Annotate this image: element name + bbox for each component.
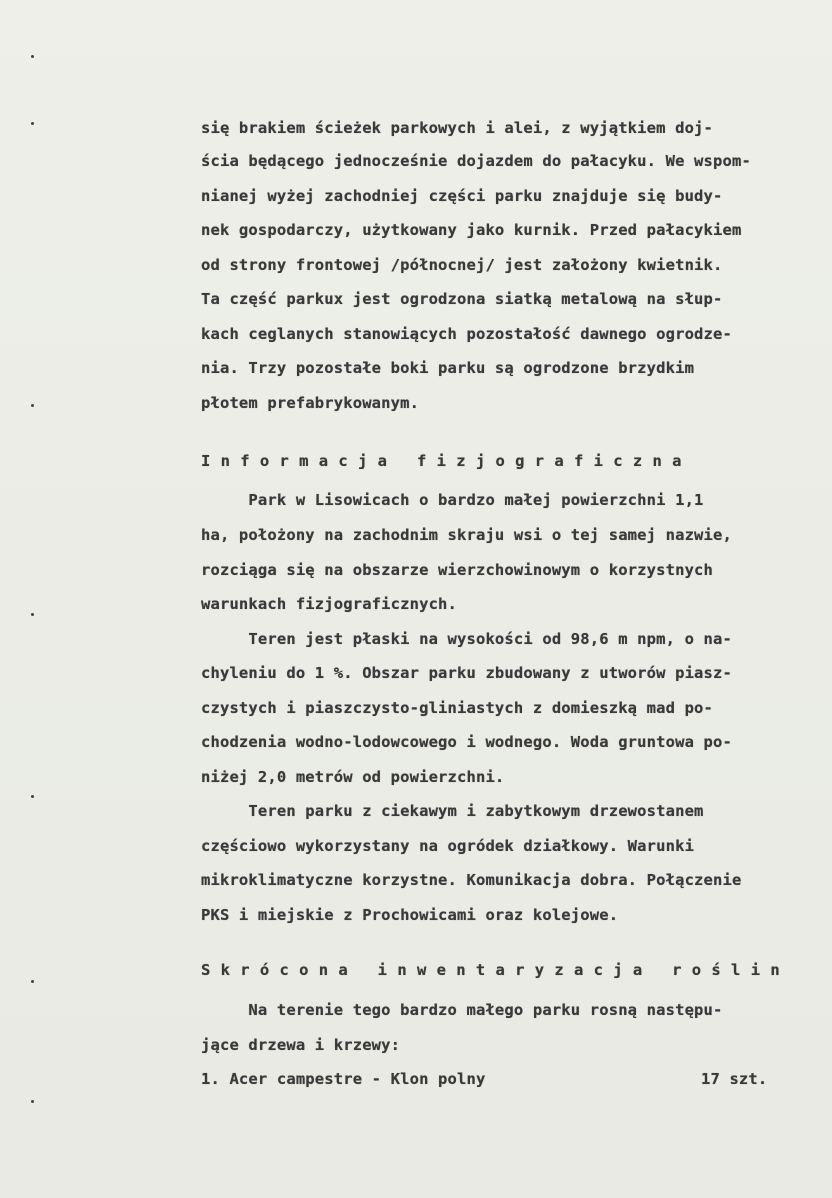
text-line: się brakiem ścieżek parkowych i alei, z wyjątkiem doj-: [201, 119, 714, 137]
text-line: jące drzewa i krzewy:: [201, 1036, 401, 1054]
text-line: PKS i miejskie z Prochowicami oraz kolejowe.: [201, 906, 619, 924]
text-line: nia. Trzy pozostałe boki parku są ogrodzone brzydkim: [201, 359, 695, 377]
text-line: ścia będącego jednocześnie dojazdem do pałacyku. We wspom-: [201, 152, 751, 170]
margin-mark: [31, 122, 34, 125]
text-line: nianej wyżej zachodniej części parku znajduje się budy-: [201, 187, 723, 205]
list-item-label: 1. Acer campestre - Klon polny: [201, 1070, 486, 1088]
section-heading: Informacja fizjograficzna: [201, 452, 692, 470]
text-line: rozciąga się na obszarze wierzchowinowym o korzystnych: [201, 561, 714, 579]
text-line: od strony frontowej /północnej/ jest założony kwietnik.: [201, 256, 723, 274]
margin-mark: [31, 404, 34, 407]
text-line: czystych i piaszczysto-gliniastych z domieszką mad po-: [201, 699, 714, 717]
margin-mark: [31, 613, 34, 616]
text-line: mikroklimatyczne korzystne. Komunikacja dobra. Połączenie: [201, 871, 742, 889]
margin-mark: [31, 1100, 34, 1103]
text-line: chyleniu do 1 %. Obszar parku zbudowany z utworów piasz-: [201, 664, 732, 682]
section-heading: Skrócona inwentaryzacja roślin: [201, 961, 790, 979]
text-line: Na terenie tego bardzo małego parku rosną następu-: [201, 1001, 723, 1019]
text-line: ha, położony na zachodnim skraju wsi o tej samej nazwie,: [201, 526, 732, 544]
text-line: chodzenia wodno-lodowcowego i wodnego. Woda gruntowa po-: [201, 733, 732, 751]
margin-mark: [31, 795, 34, 798]
text-line: Teren parku z ciekawym i zabytkowym drzewostanem: [201, 802, 704, 820]
text-line: Park w Lisowicach o bardzo małej powierzchni 1,1: [201, 491, 704, 509]
text-line: nek gospodarczy, użytkowany jako kurnik. Przed pałacykiem: [201, 221, 742, 239]
text-line: niżej 2,0 metrów od powierzchni.: [201, 768, 505, 786]
text-line: płotem prefabrykowanym.: [201, 394, 420, 412]
margin-mark: [31, 55, 34, 58]
text-line: Ta część parkux jest ogrodzona siatką metalową na słup-: [201, 290, 723, 308]
text-line: warunkach fizjograficznych.: [201, 595, 458, 613]
text-line: Teren jest płaski na wysokości od 98,6 m npm, o na-: [201, 630, 732, 648]
text-line: częściowo wykorzystany na ogródek działkowy. Warunki: [201, 837, 695, 855]
text-line: kach ceglanych stanowiących pozostałość dawnego ogrodze-: [201, 325, 732, 343]
list-item-count: 17 szt.: [701, 1070, 768, 1088]
margin-mark: [31, 980, 34, 983]
